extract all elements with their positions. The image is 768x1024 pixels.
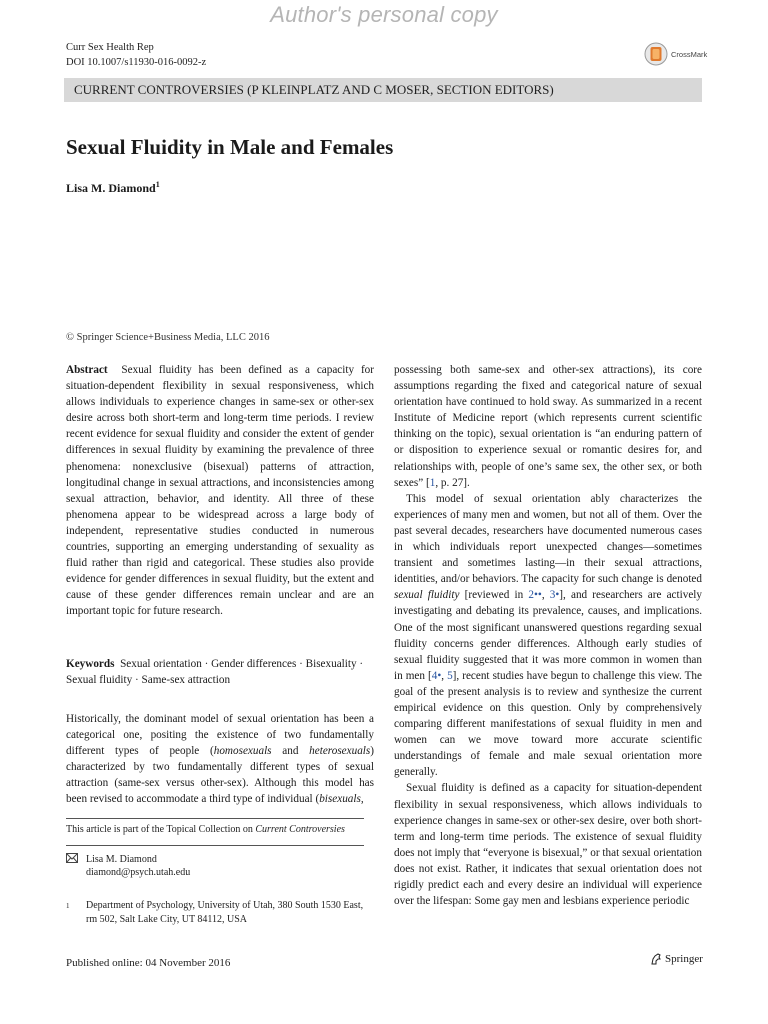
text-span: [reviewed in xyxy=(459,589,529,602)
abstract-text: Sexual fluidity has been defined as a capacity for situation-dependent flexibility in sexual responsiveness, which allows individuals to experience changes in same-sex or other-sex desire across both short-term and long-term time periods. I review recent evidence for sexual fluidity and consider the extent of gender differences in sexual fluidity by examining the prevalence of three phenomena: nonexclusive (bisexual) patterns of attraction, longitudinal change in sexual attractions, and inconsistencies among sexual attraction, behavior, and identity. All three of these phenomena appear to be widespread across a large body of independent, representative studies conducted in numerous countries, supporting an emerging understanding of sexuality as fluid rather than rigid and categorical. These studies also provide evidence for gender differences in sexual fluidity, but the extent and cause of these gender differences remain unclear and are an important topic for future research. xyxy=(66,364,375,618)
affiliation-text: Department of Psychology, University of Utah, 380 South 1530 East, rm 502, Salt Lake City, UT 84112, USA xyxy=(86,900,364,925)
paragraph-1 xyxy=(394,362,702,491)
citation-link-4[interactable]: 4• xyxy=(431,669,442,682)
footnote-rule xyxy=(66,818,364,819)
text-span: , p. 27]. xyxy=(435,476,470,489)
author-line xyxy=(66,180,160,196)
keywords xyxy=(66,656,374,688)
journal-name: Curr Sex Health Rep xyxy=(66,42,154,53)
watermark: Author's personal copy xyxy=(270,2,498,27)
abstract-label: Abstract xyxy=(66,364,108,376)
paragraph-2 xyxy=(394,491,702,781)
intro-em-bisexuals: bisexuals, xyxy=(319,793,364,806)
keywords-label: Keywords xyxy=(66,658,115,670)
intro-text-2: and xyxy=(271,745,310,758)
paragraph-3: Sexual fluidity is defined as a capacity for situation-dependent flexibility in sexual responsiveness, which allows individuals to experience changes in same-sex or other-sex desire, over both short-term and long-term time periods. The existence of sexual fluidity does not imply that “everyone is bisexual,” or that sexual orientation does not exist. Rather, it indicates that sexual orientation does not rigidly predict each and every desire an individual will experience over the lifespan: Some gay men and lesbians experience periodic xyxy=(394,782,702,908)
doi[interactable]: DOI 10.1007/s11930-016-0092-z xyxy=(66,57,207,68)
correspondence-email[interactable]: diamond@psych.utah.edu xyxy=(86,867,191,878)
intro-em-homosexuals: homosexuals xyxy=(213,745,272,758)
footnote-rule xyxy=(66,845,364,846)
springer-horse-icon xyxy=(650,953,662,965)
topical-collection-note xyxy=(66,823,366,837)
citation-link-1[interactable]: 1 xyxy=(429,476,436,489)
section-header: CURRENT CONTROVERSIES (P KLEINPLATZ AND C MOSER, SECTION EDITORS) xyxy=(64,78,702,102)
text-span: , xyxy=(541,589,550,602)
right-column xyxy=(394,362,702,909)
author-affil-mark: 1 xyxy=(155,180,160,189)
abstract xyxy=(66,362,374,620)
citation-link-5[interactable]: 5 xyxy=(447,669,453,682)
intro-em-heterosexuals: heterosexuals xyxy=(309,745,371,758)
citation-link-2[interactable]: 2•• xyxy=(528,589,542,602)
copyright-notice: © Springer Science+Business Media, LLC 2016 xyxy=(66,332,270,343)
intro-paragraph xyxy=(66,711,374,808)
text-span: possessing both same-sex and other-sex attractions), its core assumptions regarding the fixed and categorical nature of sexual orientation have continued to hold sway. As summarized in a recent Institute of Medicine report (which represents current scientific thinking on the topic), sexual orientation is “an enduring pattern of or disposition to experience sexual or romantic desires for, and relationships with, people of one’s same sex, the other sex, or both sexes” [ xyxy=(394,364,702,489)
article-title: Sexual Fluidity in Male and Females xyxy=(66,135,394,159)
author-name[interactable]: Lisa M. Diamond xyxy=(66,181,156,195)
correspondence-name: Lisa M. Diamond xyxy=(86,854,157,865)
publisher-logo xyxy=(650,953,703,965)
em-sexual-fluidity: sexual fluidity xyxy=(394,589,460,602)
publisher-name: Springer xyxy=(665,953,703,965)
topical-note-prefix: This article is part of the Topical Collection on xyxy=(66,824,256,835)
published-date: Published online: 04 November 2016 xyxy=(66,957,231,969)
crossmark-label: CrossMark xyxy=(671,49,708,59)
keywords-text: Sexual orientation · Gender differences · Bisexuality · Sexual fluidity · Same-sex attraction xyxy=(66,658,364,687)
text-span: ], and researchers are actively investigating and debating its prevalence, causes, and implications. One of the most significant unanswered questions regarding sexual fluidity concerns gender differences. Although early studies of sexual fluidity suggested that it was more common in women than in men [ xyxy=(394,589,703,682)
intro-text-1: Historically, the dominant model of sexual orientation has been a categorical one, positing the existence of two fundamentally different types of people ( xyxy=(66,713,374,758)
text-span: This model of sexual orientation ably characterizes the experiences of many men and women, but not all of them. Over the past several decades, researchers have documented numerous cases in which individuals report unexpected changes—sometimes transient and sometimes lasting—in their sexual attractions, identities, and/or behaviors. The capacity for such change is denoted xyxy=(394,492,702,586)
crossmark-icon xyxy=(644,42,668,66)
topical-note-collection: Current Controversies xyxy=(255,824,345,835)
text-span: ], recent studies have begun to challenge this view. The goal of the present analysis is to review and synthesize the current empirical evidence on this question. Only by comprehensively comparing different manifestations of sexual fluidity in men and women can we move toward more accurate scientific understandings of female and male sexual orientation more generally. xyxy=(394,669,702,779)
text-span: , xyxy=(441,669,448,682)
citation-link-3[interactable]: 3• xyxy=(549,589,560,602)
envelope-icon xyxy=(66,853,86,868)
crossmark-badge[interactable] xyxy=(644,42,707,66)
affiliation-mark: 1 xyxy=(66,902,70,910)
intro-text-3: ) characterized by two fundamentally different types of sexual attraction (same-sex versus other-sex). Although this model has been revised to accommodate a third type of individual ( xyxy=(66,745,374,806)
